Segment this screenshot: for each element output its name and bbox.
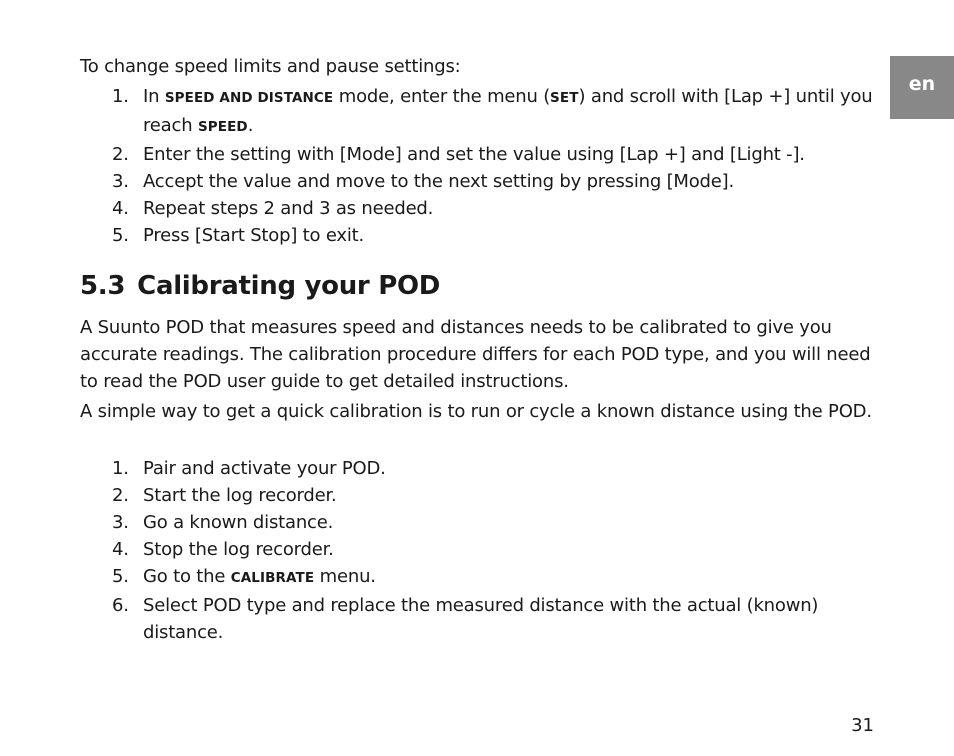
step-number: 4.	[112, 198, 129, 219]
step-text: Go to the	[143, 566, 231, 587]
menu-item-name: SPEED	[197, 119, 248, 135]
list-item	[80, 482, 880, 509]
language-tab-label: en	[908, 73, 936, 95]
section-number: 5.3	[80, 271, 126, 301]
list-item	[80, 509, 880, 536]
step-number: 5.	[112, 566, 129, 587]
language-tab	[890, 56, 954, 119]
step-text: Accept the value and move to the next setting by pressing [Mode].	[143, 171, 735, 192]
step-number: 1.	[112, 458, 129, 479]
step-text: ) and scroll with [Lap +] until you reach	[143, 86, 873, 136]
list-item	[80, 168, 880, 195]
step-number: 3.	[112, 171, 129, 192]
step-number: 2.	[112, 485, 129, 506]
list-item	[80, 141, 880, 168]
page-number: 31	[851, 715, 874, 736]
step-text: In	[143, 86, 165, 107]
step-text: Stop the log recorder.	[143, 539, 334, 560]
mode-name: SPEED AND DISTANCE	[164, 90, 334, 106]
section-title: Calibrating your POD	[137, 271, 441, 301]
speed-limit-steps	[80, 83, 880, 249]
step-text: Select POD type and replace the measured distance with the actual (known) distance.	[143, 595, 819, 643]
step-number: 4.	[112, 539, 129, 560]
step-number: 2.	[112, 144, 129, 165]
intro-text: To change speed limits and pause settings:	[80, 56, 461, 77]
calibration-paragraph: A Suunto POD that measures speed and distances needs to be calibrated to give you accurate readings. The calibration procedure differs for each POD type, and you will need to read the POD user guide to get detailed instructions.	[80, 317, 871, 392]
step-text: Repeat steps 2 and 3 as needed.	[143, 198, 434, 219]
calibration-steps	[80, 455, 880, 646]
step-text: Enter the setting with [Mode] and set the value using [Lap +] and [Light -].	[143, 144, 805, 165]
list-item	[80, 563, 880, 592]
list-item	[80, 592, 880, 646]
step-text: Press [Start Stop] to exit.	[143, 225, 365, 246]
step-text: Pair and activate your POD.	[143, 458, 386, 479]
step-number: 3.	[112, 512, 129, 533]
list-item	[80, 536, 880, 563]
menu-name: SET	[550, 90, 579, 106]
step-text: Start the log recorder.	[143, 485, 337, 506]
list-item	[80, 195, 880, 222]
menu-name: CALIBRATE	[230, 570, 315, 586]
step-text: .	[247, 115, 254, 136]
list-item	[80, 83, 880, 141]
section-heading	[80, 268, 440, 304]
step-number: 6.	[112, 595, 129, 616]
step-text: menu.	[314, 566, 376, 587]
list-item	[80, 222, 880, 249]
step-text: Go a known distance.	[143, 512, 334, 533]
list-item	[80, 455, 880, 482]
step-text: mode, enter the menu (	[333, 86, 551, 107]
step-number: 5.	[112, 225, 129, 246]
step-number: 1.	[112, 86, 129, 107]
quick-calibration-paragraph: A simple way to get a quick calibration is to run or cycle a known distance using the POD.	[80, 401, 872, 422]
